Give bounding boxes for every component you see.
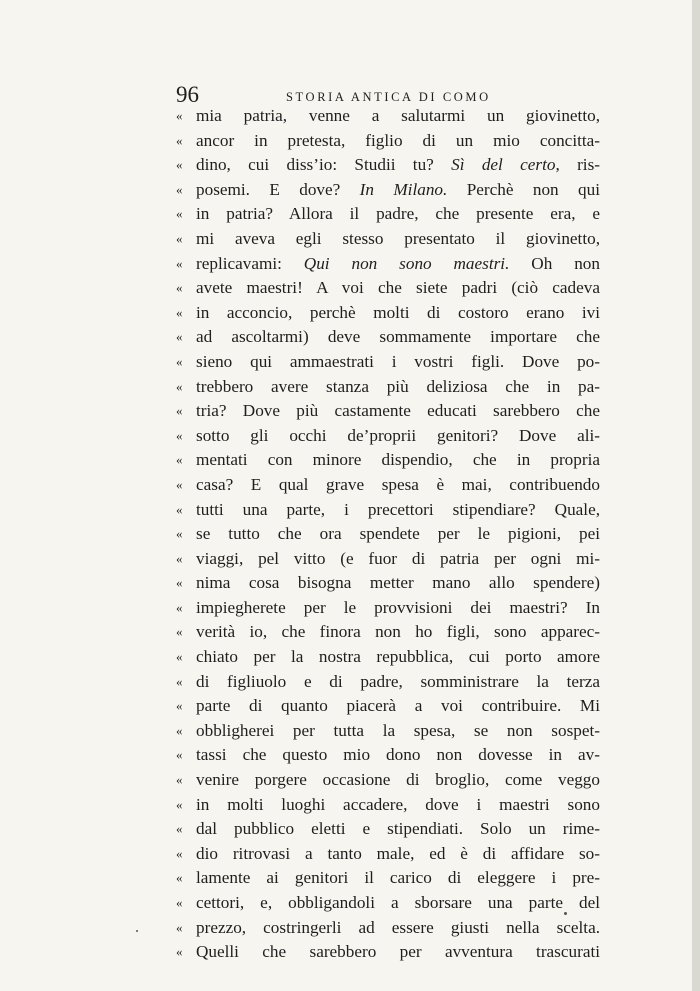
line-text	[196, 793, 600, 818]
text-run: Perchè non qui	[447, 179, 600, 199]
line-text	[196, 448, 600, 473]
line-text	[196, 227, 600, 252]
text-line	[176, 104, 600, 129]
text-body	[176, 104, 600, 965]
text-run: sotto gli occhi de’proprii genitori? Dove ali-	[196, 425, 600, 445]
line-text	[196, 670, 600, 695]
line-text	[196, 596, 600, 621]
text-run: in patria? Allora il padre, che presente era, e	[196, 204, 600, 224]
text-line	[176, 891, 600, 916]
line-text	[196, 916, 600, 941]
quote-mark: «	[176, 476, 183, 492]
text-line	[176, 768, 600, 793]
quote-mark: «	[176, 944, 183, 960]
text-line	[176, 399, 600, 424]
text-run: dino, cui diss’io: Studii tu?	[196, 155, 452, 175]
text-run: dal pubblico eletti e stipendiati. Solo un rime-	[196, 819, 600, 839]
text-line	[176, 670, 600, 695]
quote-mark: «	[176, 255, 183, 271]
running-title: STORIA ANTICA DI COMO	[286, 90, 491, 104]
text-run: casa? E qual grave spesa è mai, contribuendo	[196, 474, 600, 494]
text-run: dio ritrovasi a tanto male, ed è di affidare so-	[196, 843, 600, 863]
quote-mark: «	[176, 132, 183, 148]
quote-mark: «	[176, 181, 183, 197]
text-run: mi aveva egli stesso presentato il giovinetto,	[196, 228, 600, 248]
quote-mark: «	[176, 821, 183, 837]
line-text	[196, 129, 600, 154]
text-run: posemi. E dove?	[196, 179, 360, 199]
line-text	[196, 940, 600, 965]
text-line	[176, 522, 600, 547]
italic-phrase: Qui non sono maestri.	[303, 253, 510, 273]
quote-mark: «	[176, 452, 183, 468]
text-line	[176, 375, 600, 400]
text-line	[176, 498, 600, 523]
quote-mark: «	[176, 329, 183, 345]
text-run: in acconcio, perchè molti di costoro erano ivi	[196, 302, 600, 322]
text-line	[176, 743, 600, 768]
text-run: tassi che questo mio dono non dovesse in av-	[196, 745, 600, 765]
quote-mark: «	[176, 796, 183, 812]
line-text	[196, 620, 600, 645]
italic-phrase: Sì del certo	[451, 155, 556, 175]
quote-mark: «	[176, 206, 183, 222]
text-line	[176, 153, 600, 178]
line-text	[196, 473, 600, 498]
text-line	[176, 202, 600, 227]
line-text	[196, 498, 600, 523]
text-line	[176, 571, 600, 596]
page-edge	[692, 0, 700, 991]
text-run: tutti una parte, i precettori stipendiare? Quale,	[196, 499, 600, 519]
quote-mark: «	[176, 599, 183, 615]
text-run: obbligherei per tutta la spesa, se non sospet-	[196, 720, 600, 740]
text-line	[176, 448, 600, 473]
text-run: , ris-	[555, 155, 600, 175]
text-run: sieno qui ammaestrati i vostri figli. Dove po-	[196, 351, 600, 371]
line-text	[196, 817, 600, 842]
quote-mark: «	[176, 157, 183, 173]
text-line	[176, 620, 600, 645]
quote-mark: «	[176, 526, 183, 542]
text-line	[176, 817, 600, 842]
line-text	[196, 375, 600, 400]
line-text	[196, 252, 600, 277]
line-text	[196, 768, 600, 793]
line-text	[196, 842, 600, 867]
text-run: parte di quanto piacerà a voi contribuire. Mi	[196, 696, 600, 716]
text-line	[176, 940, 600, 965]
text-run: di figliuolo e di padre, somministrare la terza	[196, 671, 600, 691]
line-text	[196, 645, 600, 670]
line-text	[196, 178, 600, 203]
line-text	[196, 325, 600, 350]
quote-mark: «	[176, 304, 183, 320]
text-line	[176, 916, 600, 941]
text-run: impiegherete per le provvisioni dei maestri? In	[196, 597, 600, 617]
quote-mark: «	[176, 673, 183, 689]
line-text	[196, 202, 600, 227]
text-line	[176, 596, 600, 621]
text-line	[176, 227, 600, 252]
quote-mark: «	[176, 870, 183, 886]
line-text	[196, 350, 600, 375]
quote-mark: «	[176, 895, 183, 910]
text-line	[176, 325, 600, 350]
text-line	[176, 473, 600, 498]
text-line	[176, 866, 600, 891]
quote-mark: «	[176, 747, 183, 763]
line-text	[196, 891, 600, 916]
line-text	[196, 743, 600, 768]
text-run: mentati con minore dispendio, che in propria	[196, 450, 600, 470]
text-line	[176, 252, 600, 277]
quote-mark: «	[176, 230, 183, 246]
line-text	[196, 153, 600, 178]
text-run: viaggi, pel vitto (e fuor di patria per ogni mi-	[196, 548, 600, 568]
quote-mark: «	[176, 919, 183, 935]
text-run: mia patria, venne a salutarmi un giovinetto,	[196, 106, 600, 125]
text-run: Oh non	[509, 253, 600, 273]
paper-speck	[136, 930, 138, 932]
quote-mark: «	[176, 550, 183, 566]
text-run: cettori, e, obbligandoli a sborsare una parte del	[196, 893, 600, 912]
text-line	[176, 178, 600, 203]
line-text	[196, 104, 600, 129]
quote-mark: «	[176, 845, 183, 861]
line-text	[196, 694, 600, 719]
quote-mark: «	[176, 649, 183, 665]
quote-mark: «	[176, 403, 183, 419]
line-text	[196, 866, 600, 891]
quote-mark: «	[176, 378, 183, 394]
line-text	[196, 276, 600, 301]
line-text	[196, 522, 600, 547]
text-run: in molti luoghi accadere, dove i maestri sono	[196, 794, 600, 814]
quote-mark: «	[176, 722, 183, 738]
text-run: ancor in pretesta, figlio di un mio concitta-	[196, 130, 600, 150]
page-number: 96	[176, 82, 199, 107]
text-run: prezzo, costringerli ad essere giusti nella scelta.	[196, 917, 600, 937]
quote-mark: «	[176, 501, 183, 517]
text-line	[176, 301, 600, 326]
text-run: verità io, che finora non ho figli, sono apparec-	[196, 622, 600, 642]
line-text	[196, 424, 600, 449]
text-run: Quelli che sarebbero per avventura trascurati	[196, 942, 600, 962]
text-line	[176, 842, 600, 867]
quote-mark: «	[176, 575, 183, 591]
text-line	[176, 350, 600, 375]
text-run: venire porgere occasione di broglio, come veggo	[196, 770, 600, 790]
text-run: avete maestri! A voi che siete padri (ciò cadeva	[196, 278, 600, 298]
text-run: trebbero avere stanza più deliziosa che in pa-	[196, 376, 600, 396]
line-text	[196, 301, 600, 326]
text-run: chiato per la nostra repubblica, cui porto amore	[196, 647, 600, 667]
text-line	[176, 129, 600, 154]
text-line	[176, 424, 600, 449]
line-text	[196, 719, 600, 744]
paper-speck	[564, 912, 567, 915]
quote-mark: «	[176, 353, 183, 369]
line-text	[196, 399, 600, 424]
text-run: lamente ai genitori il carico di eleggere i pre-	[196, 868, 600, 888]
text-run: nima cosa bisogna metter mano allo spendere)	[196, 573, 600, 593]
quote-mark: «	[176, 772, 183, 788]
line-text	[196, 547, 600, 572]
quote-mark: «	[176, 108, 183, 123]
text-line	[176, 719, 600, 744]
text-run: replicavami:	[196, 253, 304, 273]
quote-mark: «	[176, 280, 183, 296]
italic-phrase: In Milano.	[359, 179, 448, 199]
text-run: ad ascoltarmi) deve sommamente importare che	[196, 327, 600, 347]
text-run: se tutto che ora spendete per le pigioni, pei	[196, 524, 600, 544]
quote-mark: «	[176, 698, 183, 714]
line-text	[196, 571, 600, 596]
quote-mark: «	[176, 624, 183, 640]
text-line	[176, 694, 600, 719]
text-line	[176, 547, 600, 572]
text-line	[176, 276, 600, 301]
quote-mark: «	[176, 427, 183, 443]
text-run: tria? Dove più castamente educati sarebbero che	[196, 401, 600, 421]
text-line	[176, 793, 600, 818]
text-line	[176, 645, 600, 670]
